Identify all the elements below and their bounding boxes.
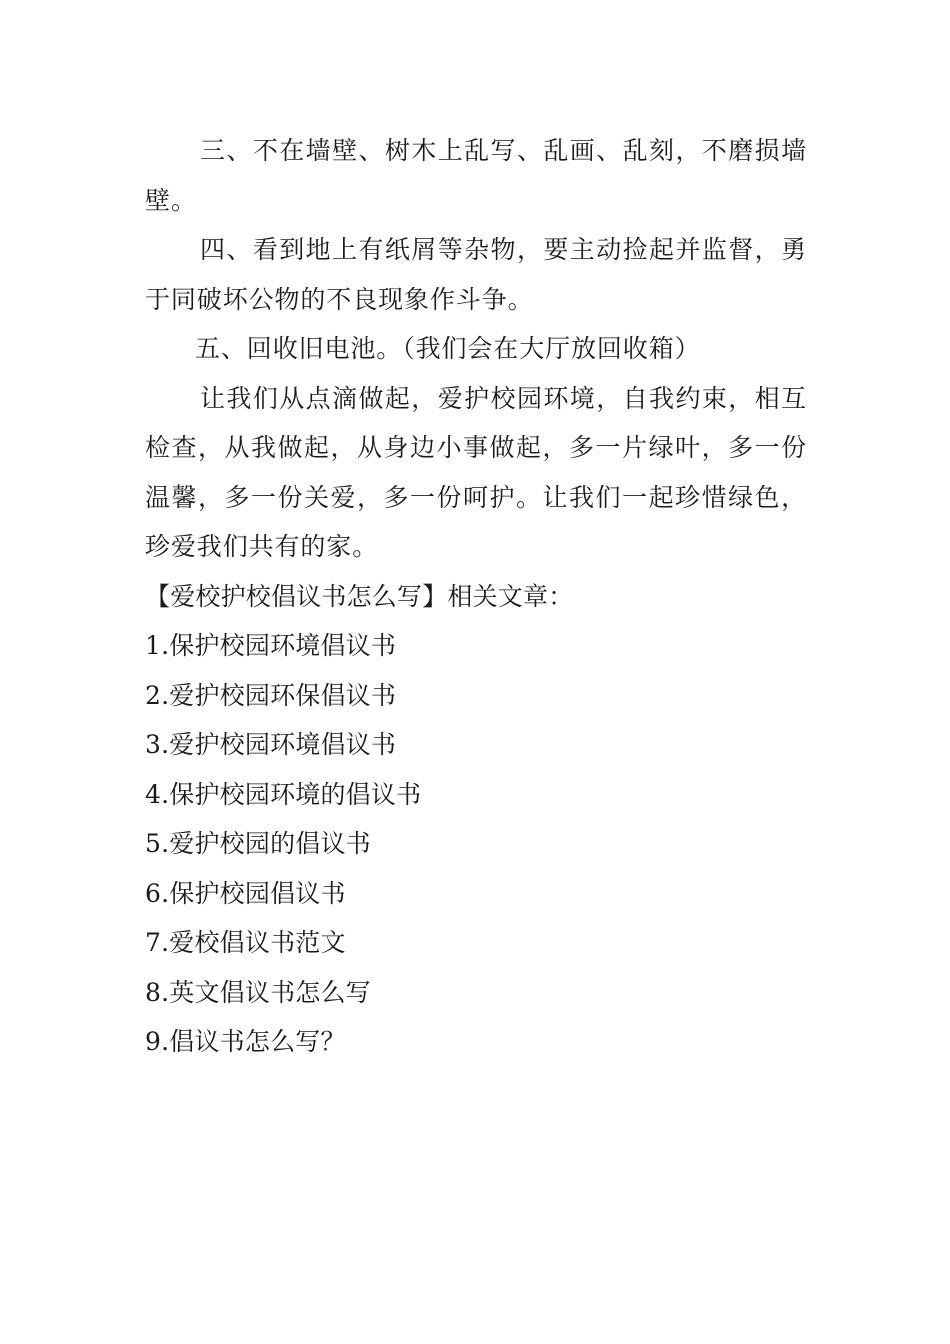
related-article-link[interactable]: 保护校园环境的倡议书	[169, 779, 422, 809]
list-item-number: 5.	[145, 829, 170, 858]
related-article-link[interactable]: 英文倡议书怎么写	[169, 977, 371, 1007]
list-item-number: 8.	[145, 977, 170, 1007]
list-item-number: 2.	[145, 680, 170, 710]
related-article-link[interactable]: 保护校园环境倡议书	[169, 631, 397, 660]
related-article-link[interactable]: 倡议书怎么写？	[169, 1027, 346, 1056]
list-item-number: 6.	[145, 878, 170, 908]
list-item-number: 9.	[145, 1027, 170, 1056]
related-article-link[interactable]: 保护校园倡议书	[169, 878, 346, 908]
list-item[interactable]	[145, 671, 807, 721]
paragraph-closing: 让我们从点滴做起，爱护校园环境，自我约束，相互检查，从我做起，从身边小事做起，多一片绿叶，多一份温馨，多一份关爱，多一份呵护。让我们一起珍惜绿色，珍爱我们共有的家。	[145, 383, 807, 561]
list-item[interactable]	[145, 1017, 807, 1067]
list-item[interactable]	[145, 918, 807, 968]
paragraph-item-three: 三、不在墙壁、树木上乱写、乱画、乱刻，不磨损墙壁。	[145, 136, 807, 215]
list-item[interactable]	[145, 968, 807, 1018]
document-page	[145, 126, 807, 1067]
related-article-link[interactable]: 爱校倡议书范文	[169, 928, 346, 957]
paragraph-item-five: 五、回收旧电池。（我们会在大厅放回收箱）	[195, 334, 701, 363]
list-item[interactable]	[145, 621, 807, 671]
list-item-number: 4.	[145, 779, 170, 809]
list-item[interactable]	[145, 720, 807, 770]
related-article-link[interactable]: 爱护校园环境倡议书	[169, 730, 397, 759]
list-item-number: 7.	[145, 928, 170, 957]
paragraph-item-four: 四、看到地上有纸屑等杂物，要主动捡起并监督，勇于同破坏公物的不良现象作斗争。	[145, 235, 807, 314]
list-item-number: 3.	[145, 730, 170, 759]
list-item[interactable]	[145, 770, 807, 820]
list-item[interactable]	[145, 819, 807, 869]
related-articles-title: 【爱校护校倡议书怎么写】相关文章：	[145, 581, 574, 611]
list-item-number: 1.	[145, 631, 170, 660]
list-item[interactable]	[145, 869, 807, 919]
related-article-link[interactable]: 爱护校园环保倡议书	[169, 680, 397, 710]
related-article-link[interactable]: 爱护校园的倡议书	[169, 829, 371, 858]
related-articles-list	[145, 621, 807, 1067]
